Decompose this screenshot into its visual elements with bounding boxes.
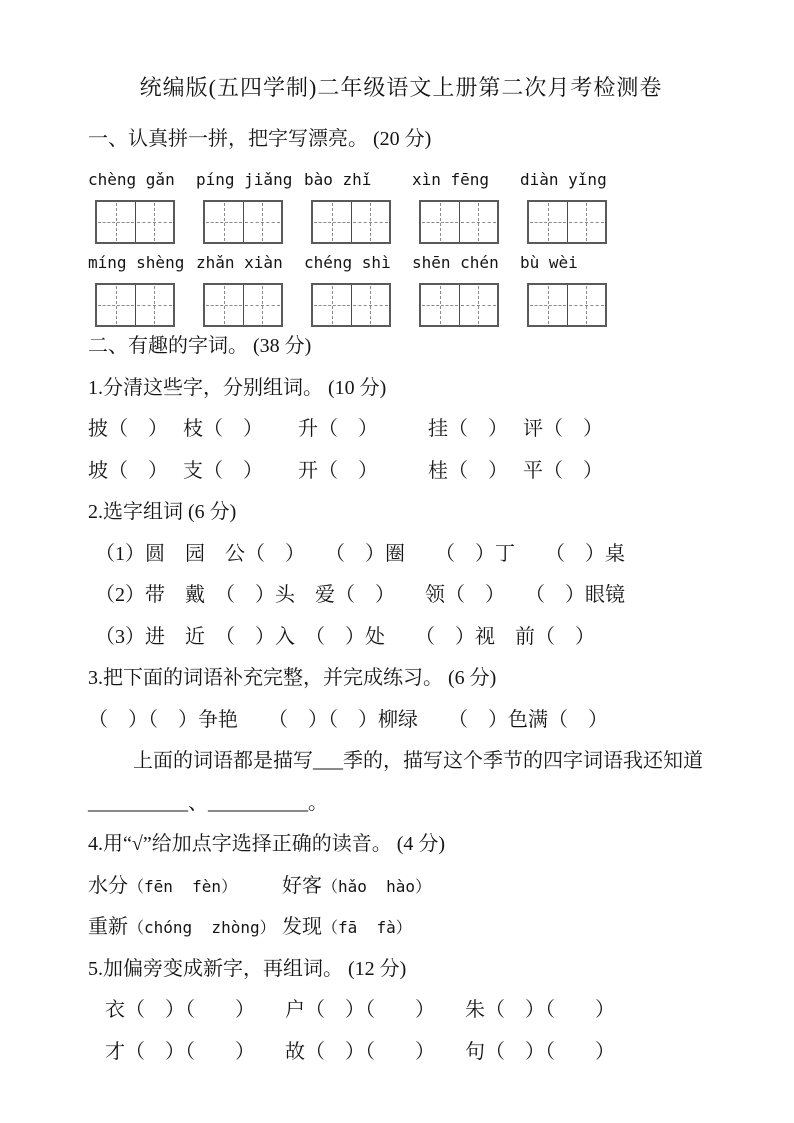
q5-row-1-text: 衣（ ）（ ） 户（ ）（ ） 朱（ ）（ ） xyxy=(105,999,615,1022)
grid-cell xyxy=(421,285,459,325)
grid-cell xyxy=(529,285,567,325)
q4-row-1 xyxy=(88,865,714,907)
q3-note xyxy=(88,741,714,783)
q3-idiom-row-text: （ ）（ ）争艳 （ ）（ ）柳绿 （ ）色满（ ） xyxy=(88,708,608,731)
section1-header-text: 一、认真拼一拼，把字写漂亮。 (20 分) xyxy=(88,127,432,150)
pinyin-label: diàn yǐng xyxy=(520,170,607,190)
writing-grid xyxy=(527,200,607,244)
pinyin-label: chéng shì xyxy=(304,253,391,273)
writing-grid xyxy=(527,283,607,327)
section2-header-text: 二、有趣的字词。 (38 分) xyxy=(88,335,312,358)
writing-grid xyxy=(419,283,499,327)
q4-header-text: 4.用“√”给加点字选择正确的读音。 (4 分) xyxy=(88,833,446,856)
q2-item-3-text: （3）进 近 （ ）入 （ ）处 （ ）视 前（ ） xyxy=(95,625,595,648)
q1-word-row-2 xyxy=(88,450,714,492)
writing-grid xyxy=(311,200,391,244)
word: 好客 xyxy=(282,874,322,897)
grid-cell xyxy=(351,202,390,242)
grid-cell xyxy=(421,202,459,242)
grid-cell xyxy=(97,202,135,242)
section1-header xyxy=(88,118,714,160)
pronunciation-item xyxy=(88,876,282,896)
q5-header xyxy=(88,948,714,990)
grid-cell xyxy=(205,202,243,242)
grid-cell xyxy=(313,285,351,325)
pinyin-label: chèng gǎn xyxy=(88,170,175,190)
writing-grid xyxy=(95,283,175,327)
q5-header-text: 5.加偏旁变成新字，再组词。 (12 分) xyxy=(88,957,407,980)
q3-header-text: 3.把下面的词语补充完整，并完成练习。 (6 分) xyxy=(88,667,497,690)
q2-header xyxy=(88,492,714,534)
q5-row-2 xyxy=(88,1031,714,1073)
q1-header xyxy=(88,367,714,409)
q3-answer-blanks-text: __________、__________。 xyxy=(88,791,328,814)
writing-grid xyxy=(311,283,391,327)
q1-word-row-1-text: 披（ ） 枝（ ） 升（ ） 挂（ ） 评（ ） xyxy=(88,418,603,441)
grid-cell xyxy=(97,285,135,325)
grid-cell xyxy=(567,202,606,242)
exam-title-text: 统编版(五四学制)二年级语文上册第二次月考检测卷 xyxy=(139,75,663,100)
writing-grid-row-2 xyxy=(88,284,714,326)
pinyin-label: xìn fēng xyxy=(412,170,490,190)
q2-item-3 xyxy=(88,616,714,658)
q2-header-text: 2.选字组词 (6 分) xyxy=(88,501,237,524)
writing-grid xyxy=(203,283,283,327)
writing-grid xyxy=(203,200,283,244)
pronunciation-item xyxy=(282,876,431,896)
pinyin-options: （hǎo hào） xyxy=(322,876,432,896)
q4-header xyxy=(88,824,714,866)
q2-item-2-text: （2）带 戴 （ ）头 爱（ ） 领（ ） （ ）眼镜 xyxy=(95,584,625,607)
q3-answer-blanks xyxy=(88,782,714,824)
q5-row-1 xyxy=(88,990,714,1032)
word: 重新 xyxy=(88,916,128,939)
pronunciation-item xyxy=(282,917,412,937)
writing-grid-row-1 xyxy=(88,201,714,243)
pinyin-label: bù wèi xyxy=(520,253,578,273)
grid-cell xyxy=(313,202,351,242)
pinyin-options: （fā fà） xyxy=(322,918,412,938)
q2-item-1-text: （1）圆 园 公（ ） （ ）圈 （ ）丁 （ ）桌 xyxy=(95,542,625,565)
grid-cell xyxy=(205,285,243,325)
writing-grid xyxy=(95,200,175,244)
q2-item-2 xyxy=(88,575,714,617)
grid-cell xyxy=(351,285,390,325)
pinyin-row-2 xyxy=(88,243,714,285)
pinyin-row-1 xyxy=(88,160,714,202)
pinyin-options: （fēn fèn） xyxy=(128,876,238,896)
grid-cell xyxy=(459,285,498,325)
q5-row-2-text: 才（ ）（ ） 故（ ）（ ） 句（ ）（ ） xyxy=(105,1040,615,1063)
grid-cell xyxy=(243,285,282,325)
grid-cell xyxy=(243,202,282,242)
pinyin-label: shēn chén xyxy=(412,253,499,273)
section2-header xyxy=(88,326,714,368)
pinyin-options: （chóng zhòng） xyxy=(128,918,276,938)
exam-title xyxy=(88,67,714,109)
word: 水分 xyxy=(88,874,128,897)
word: 发现 xyxy=(282,916,322,939)
pinyin-label: zhǎn xiàn xyxy=(196,253,283,273)
pronunciation-item xyxy=(88,917,282,937)
pinyin-label: míng shèng xyxy=(88,253,185,273)
q1-header-text: 1.分清这些字，分别组词。 (10 分) xyxy=(88,376,387,399)
pinyin-label: píng jiǎng xyxy=(196,170,293,190)
q3-header xyxy=(88,658,714,700)
writing-grid xyxy=(419,200,499,244)
grid-cell xyxy=(529,202,567,242)
grid-cell xyxy=(135,202,174,242)
pinyin-label: bào zhǐ xyxy=(304,170,372,190)
grid-cell xyxy=(459,202,498,242)
q4-row-2 xyxy=(88,907,714,949)
q1-word-row-1 xyxy=(88,409,714,451)
grid-cell xyxy=(135,285,174,325)
grid-cell xyxy=(567,285,606,325)
q2-item-1 xyxy=(88,533,714,575)
q3-idiom-row xyxy=(88,699,714,741)
q1-word-row-2-text: 坡（ ） 支（ ） 开（ ） 桂（ ） 平（ ） xyxy=(88,459,603,482)
q3-note-text: 上面的词语都是描写___季的，描写这个季节的四字词语我还知道 xyxy=(133,750,703,773)
